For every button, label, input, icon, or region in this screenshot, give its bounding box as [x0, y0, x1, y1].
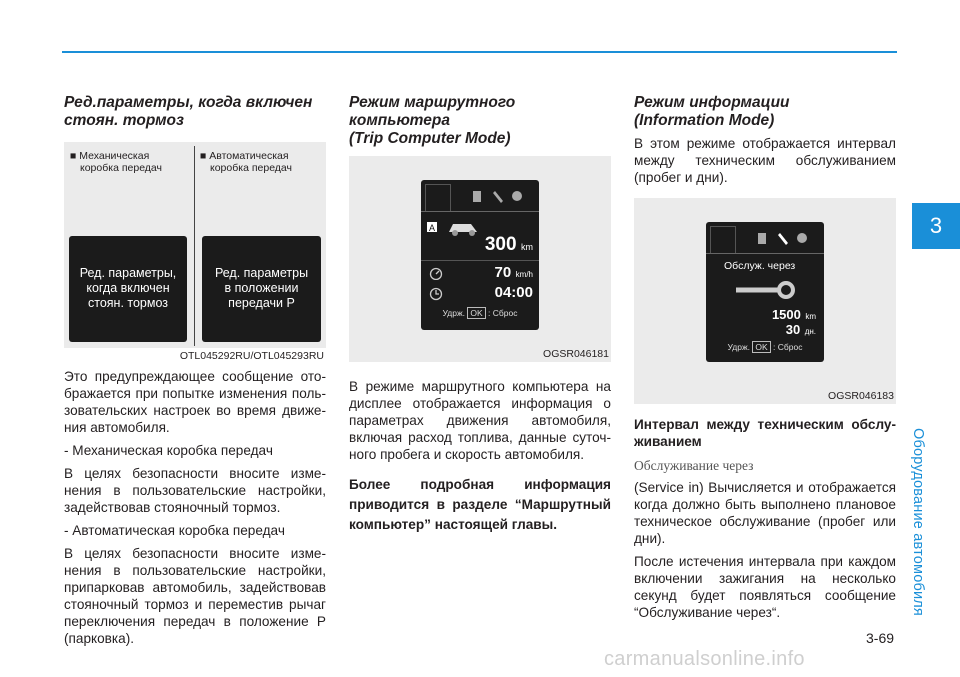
gear-icon — [512, 191, 522, 201]
paragraph: - Механическая коробка передач — [64, 443, 273, 458]
ok-badge: OK — [752, 341, 770, 353]
figure-divider — [194, 146, 195, 346]
mode-selector-box — [710, 226, 736, 254]
paragraph: В режиме маршрутного компьютера на дисплее отображается информация о параметрах движения автомобиля, включая расход топлива, данные суточ-ного пробега и скорость автомобиля. — [349, 379, 611, 462]
sub-subheading: Обслуживание через — [634, 458, 754, 473]
gear-icon — [797, 233, 807, 243]
paragraph: (Service in) Вычисляется и отображается когда должно быть выполнено плановое техническое обслуживание (пробег или дни). — [634, 480, 896, 546]
label-manual: ■ Механическая коробка передач — [70, 150, 163, 174]
fuel-pump-icon — [473, 191, 481, 202]
service-days: 30 — [785, 322, 801, 337]
paragraph-bold: Более подробная информация приводится в разделе “Маршрутный компьютер” настоящей главы. — [349, 477, 611, 532]
reset-hint: Удрж. OK : Сброс — [727, 342, 803, 352]
display-service — [706, 222, 824, 362]
wrench-icon — [778, 233, 788, 245]
paragraph: Это предупреждающее сообщение ото-бражается при попытке изменения поль-зовательских настроек во время движе-ния автомобиля. — [64, 369, 326, 435]
paragraph: В этом режиме отображается интервал между техническим обслуживанием (пробег и дни). — [634, 136, 896, 185]
paragraph: После истечения интервала при каждом включении зажигания на несколько секунд будет появляться сообщение “Обслуживание через“. — [634, 554, 896, 620]
display-automatic — [202, 236, 321, 342]
display-line: Ред. параметры — [214, 266, 309, 280]
service-title: Обслуж. через — [724, 260, 796, 272]
fuel-pump-icon — [758, 233, 766, 244]
chapter-number: 3 — [912, 203, 960, 249]
section-heading: Режим информации (Information Mode) — [634, 94, 790, 129]
range-unit: km — [521, 242, 533, 252]
reset-hint: Удрж. OK : Сброс — [442, 308, 518, 318]
subheading: Интервал между техническим обслу-живанием — [634, 417, 896, 449]
watermark: carmanualsonline.info — [604, 648, 805, 670]
range-value: 300 — [484, 234, 517, 255]
column-information-mode — [634, 94, 896, 621]
display-line: стоян. тормоз — [87, 296, 169, 310]
mode-icons — [471, 188, 531, 204]
figure-information-mode — [634, 198, 896, 404]
display-line: когда включен — [86, 281, 170, 295]
chapter-title-tab — [910, 256, 948, 616]
figure-caption: OTL045292RU/OTL045293RU — [179, 350, 324, 362]
mode-icons — [756, 230, 816, 246]
mode-selector-box — [425, 184, 451, 212]
paragraph: В целях безопасности вносите изме-нения в пользовательские настройки, припарковав автомобиль, задействовав стояночный тормоз и переместив рычаг переключения передач в положение P (парковка). — [64, 546, 326, 646]
wrench-icon — [493, 191, 503, 203]
display-trip — [421, 180, 539, 330]
section-heading: Режим маршрутного компьютера (Trip Computer Mode) — [349, 94, 516, 147]
chapter-title: Оборудование автомобиля — [910, 428, 926, 616]
label-automatic: ■ Автоматическая коробка передач — [200, 150, 293, 174]
paragraph: В целях безопасности вносите изме-нения в пользовательские настройки, задействовав стояночный тормоз. — [64, 466, 326, 515]
time-value: 04:00 — [494, 284, 533, 301]
days-unit: дн. — [804, 327, 816, 336]
speedometer-icon — [429, 266, 443, 280]
column-trip-computer — [349, 94, 611, 535]
section-heading: Ред.параметры, когда включен стоян. тормоз — [64, 94, 313, 129]
figure-caption: OGSR046183 — [828, 390, 894, 402]
figure-trip-computer — [349, 156, 611, 362]
speed-value: 70 — [494, 264, 512, 281]
figure-caption: OGSR046181 — [543, 348, 609, 360]
display-line: передачи P — [228, 296, 295, 310]
paragraph: - Автоматическая коробка передач — [64, 523, 285, 538]
display-manual — [69, 236, 187, 342]
wrench-large-icon — [734, 280, 796, 300]
service-distance: 1500 — [771, 307, 801, 322]
figure-parking-brake — [64, 142, 326, 362]
display-line: Ред. параметры, — [79, 266, 177, 280]
ok-badge: OK — [467, 307, 485, 319]
speed-unit: km/h — [515, 270, 533, 279]
column-parking-brake — [64, 94, 326, 647]
display-line: в положении — [224, 281, 299, 295]
svg-text:A: A — [429, 223, 436, 233]
clock-icon — [429, 287, 443, 301]
car-icon — [427, 218, 483, 238]
distance-unit: km — [805, 312, 816, 321]
header-rule — [62, 51, 897, 53]
page-number: 3-69 — [866, 630, 895, 646]
